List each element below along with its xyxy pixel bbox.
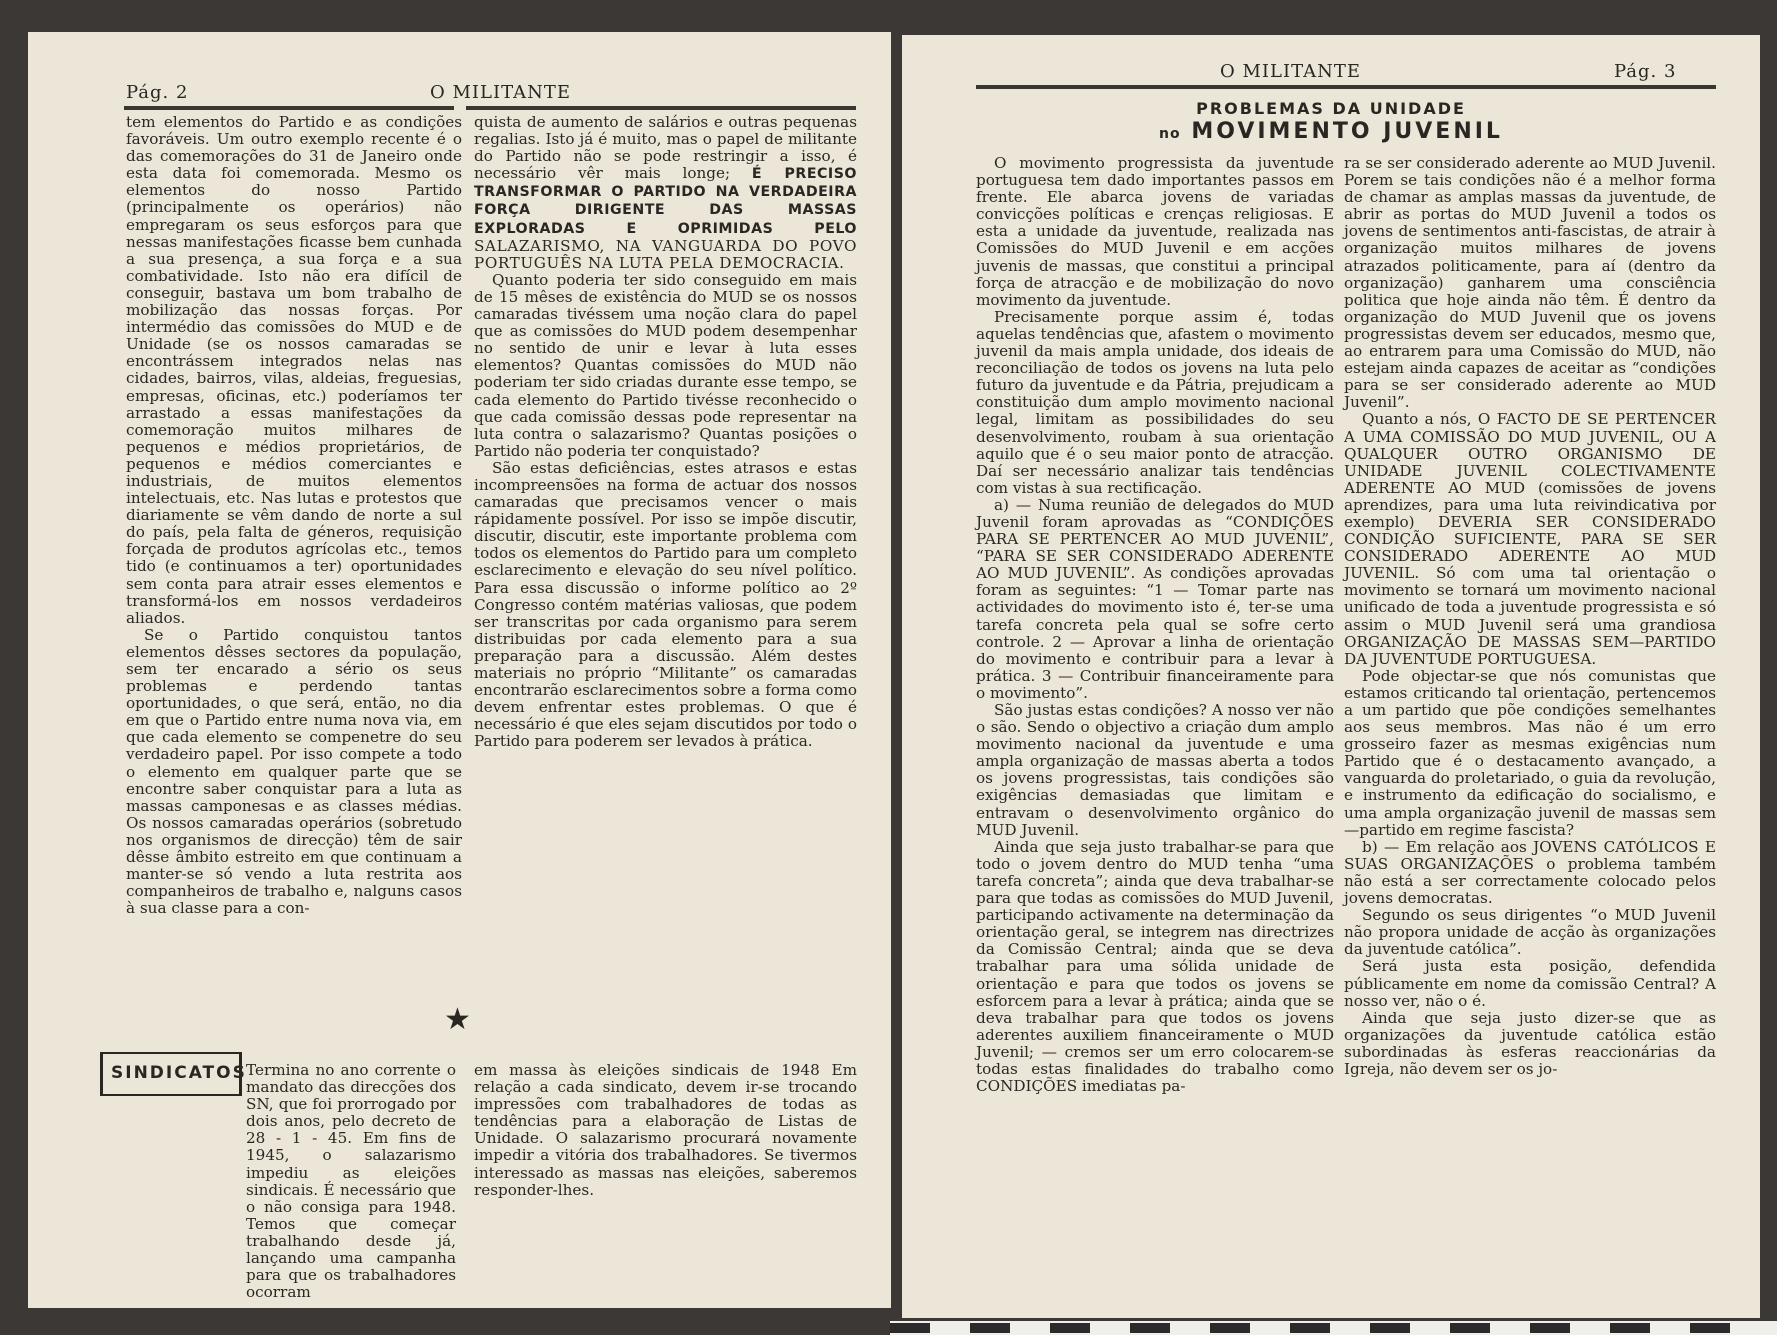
paragraph: São justas estas condições? A nosso ver não o são. Sendo o objectivo a criação dum amplo movimento nacional da juventude e uma ampla organização de massas aberta a todos os jovens progressistas, tais condições são exigências demasiadas que limitam e entravam o desenvolvimento orgânico do MUD Juvenil.	[976, 701, 1334, 839]
paragraph: em massa às eleições sindicais de 1948 Em relação a cada sindicato, devem ir-se trocando impressões com trabalhadores de todas as tendências para a elaboração de Listas de Unidade. O salazarismo procurará novamente impedir a vitória dos trabalhadores. Se tivermos interessado as massas nas eleições, saberemos responder-lhes.	[474, 1061, 857, 1199]
ruler-segment	[1530, 1323, 1570, 1333]
ruler-segment	[1690, 1323, 1730, 1333]
headline-movimento	[902, 119, 1760, 144]
right-column-2	[1344, 155, 1716, 1078]
paragraph: a) — Numa reunião de delegados do MUD Juvenil foram aprovadas as “CONDIÇÕES PARA SE PERTENCER AO MUD JUVENIL”, “PARA SE SER CONSIDERADO ADERENTE AO MUD JUVENIL”. As condições aprovadas foram as seguintes: “1 — Tomar parte nas actividades do movimento isto é, ter-se uma tarefa concreta pela qual se sofre certo controle. 2 — Aprovar a linha de orientação do movimento e contribuir para a levar à prática. 3 — Contribuir financeiramente para o movimento”.	[976, 495, 1334, 702]
ruler-segment	[1210, 1323, 1250, 1333]
paragraph: O movimento progressista da juventude portuguesa tem dado importantes passos em frente. Ele abarca jovens de variadas convicções políticas e crenças religiosas. E esta a unidade da juventude, realizada nas Comissões do MUD Juvenil e em acções juvenis de massas, que constitui a principal força de atracção e de mobilização do novo movimento da juventude.	[976, 154, 1334, 309]
headline-no: no	[1159, 126, 1181, 142]
page-number-right: Pág. 3	[1614, 61, 1677, 82]
emphasis-caps: SALAZARISMO, NA VANGUARDA DO POVO PORTUGUÊS NA LUTA PELA DEMOCRACIA.	[474, 236, 857, 272]
ruler-segment	[1370, 1323, 1410, 1333]
header-rule-left-1	[124, 106, 454, 110]
ruler-segment	[1050, 1323, 1090, 1333]
star-icon: ★	[444, 1002, 471, 1037]
paragraph: Segundo os seus dirigentes “o MUD Juvenil não propora unidade de acção às organizações da juventude católica”.	[1344, 906, 1716, 959]
paragraph: ra se ser considerado aderente ao MUD Juvenil. Porem se tais condições não é a melhor forma de chamar as amplas massas da juventude, de abrir as portas do MUD Juvenil a todos os jovens de sentimentos anti-fascistas, de atrair à organização muitos milhares de jovens atrazados politicamente, para aí (dentro da organização) ganharem uma consciência politica que hoje ainda não têm. É dentro da organização do MUD Juvenil que os jovens progressistas devem ser educados, mesmo que, ao entrarem para uma Comissão do MUD, não estejam ainda capazes de aceitar as “condições para se ser considerado aderente ao MUD Juvenil”.	[1344, 154, 1716, 412]
ruler-segment	[1130, 1323, 1170, 1333]
text-run: quista de aumento de salários e outras pequenas regalias. Isto já é muito, mas o papel de militante do Partido não se pode restringir a isso, é necessário vêr mais longe;	[474, 113, 857, 183]
paragraph: Precisamente porque assim é, todas aquelas tendências que, afastem o movimento juvenil da mais ampla unidade, dos ideais de reconciliação de todos os jovens na luta pelo futuro da juventude e da Pátria, prejudicam a constituição dum amplo movimento nacional legal, limitam as possibilidades do seu desenvolvimento, roubam à sua orientação aquilo que é o seu maior ponto de atracção. Daí ser necessário analizar tais tendências com vistas à sua rectificação.	[976, 307, 1334, 497]
paragraph: Termina no ano corrente o mandato das direcções dos SN, que foi prorrogado por dois anos, pelo decreto de 28 - 1 - 45. Em fins de 1945, o salazarismo impediu as eleições sindicais. É necessário que o não consiga para 1948. Temos que começar trabalhando desde já, lançando uma campanha para que os trabalhadores ocorram	[246, 1061, 456, 1302]
paragraph: Quanto a nós, O FACTO DE SE PERTENCER A UMA COMISSÃO DO MUD JUVENIL, OU A QUALQUER OUTRO ORGANISMO DE UNIDADE JUVENIL COLECTIVAMENTE ADERENTE AO MUD (comissões de jovens aprendizes, para uma luta reivindicativa por exemplo) DEVERIA SER CONSIDERADO CONDIÇÃO SUFICIENTE, PARA SE SER CONSIDERADO ADERENTE AO MUD JUVENIL. Só com uma tal orientação o movimento se tornará um movimento nacional unificado de toda a juventude progressista e só assim o MUD Juvenil será uma grandiosa ORGANIZAÇÃO DE MASSAS SEM—PARTIDO DA JUVENTUDE PORTUGUESA.	[1344, 410, 1716, 668]
sindicatos-heading-box	[100, 1052, 247, 1096]
sindicatos-column-2	[474, 1062, 857, 1199]
paragraph: Pode objectar-se que nós comunistas que estamos criticando tal orientação, pertencemos a um partido que põe condições semelhantes aos seus membros. Mas não é um erro grosseiro fazer as mesmas exigências num Partido que é o destacamento avançado, a vanguarda do proletariado, o guia da revolução, e instrumento da edificação do socialismo, e uma ampla organização juvenil de massas sem—partido em regime fascista?	[1344, 666, 1716, 839]
ruler-segment	[1290, 1323, 1330, 1333]
ruler-segment	[970, 1323, 1010, 1333]
paragraph: Será justa esta posição, defendida públicamente em nome da comissão Central? A nosso ver, não o é.	[1344, 957, 1716, 1010]
sindicatos-heading: SINDICATOS	[111, 1063, 247, 1083]
paragraph: tem elementos do Partido e as condições favoráveis. Um outro exemplo recente é o das comemorações do 31 de Janeiro onde esta data foi comemorada. Mesmo os elementos do nosso Partido (principalmente os operários) não empregaram os seus esforços para que nessas manifestações ficasse bem cunhada a sua presença, a sua força e a sua combatividade. Isto não era difícil de conseguir, bastava um bom trabalho de mobilização das nossas forças. Por intermédio das comissões do MUD e de Unidade (se os nossos camaradas se encontrássem integrados nelas nas cidades, bairros, vilas, aldeias, freguesias, empresas, oficinas, etc.) poderíamos ter arrastado a essas manifestações da comemoração muitos milhares de pequenos e médios proprietários, de pequenos e médios comerciantes e industriais, de muitos elementos intelectuais, etc. Nas lutas e protestos que diariamente se vêm dando de norte a sul do país, pela falta de géneros, requisição forçada de produtos agrícolas etc., temos tido (e continuamos a ter) oportunidades sem conta para atrair esses elementos e transformá-los em nossos verdadeiros aliados.	[126, 113, 462, 627]
left-column-2	[474, 114, 857, 750]
paragraph	[474, 114, 857, 272]
right-column-1	[976, 155, 1334, 1095]
paragraph: b) — Em relação aos JOVENS CATÓLICOS E SUAS ORGANIZAÇÕES o problema também não está a ser correctamente colocado pelos jovens democratas.	[1344, 837, 1716, 908]
left-page	[28, 32, 891, 1308]
paragraph: Ainda que seja justo trabalhar-se para que todo o jovem dentro do MUD tenha “uma tarefa concreta”; ainda que deva trabalhar-se para que todas as comissões do MUD Juvenil, participando activamente na determinação da orientação geral, se integrem nas directrizes da Comissão Central; ainda que se deva trabalhar para uma sólida unidade de orientação e para que todos os jovens se esforcem para a levar à prática; ainda que se deva trabalhar para que todos os jovens aderentes auxiliem financeiramente o MUD Juvenil; — cremos ser um erro colocarem-se todas estas finalidades do trabalho como CONDIÇÕES imediatas pa-	[976, 837, 1334, 1096]
emphasis-bold: É PRECISO TRANSFORMAR O PARTIDO NA VERDADEIRA FORÇA DIRIGENTE DAS MASSAS EXPLORADAS E OPRIMIDAS PELO	[474, 166, 857, 237]
newspaper-name-left: O MILITANTE	[430, 82, 571, 103]
paragraph: Quanto poderia ter sido conseguido em mais de 15 mêses de existência do MUD se os nossos camaradas tivéssem uma noção clara do papel que as comissões do MUD podem desempenhar no sentido de unir e levar à luta esses elementos? Quantas comissões do MUD não poderiam ter sido criadas durante esse tempo, se cada elemento do Partido tivésse reconhecido o que cada comissão dessas pode representar na luta contra o salazarismo? Quantas posições o Partido não poderia ter conquistado?	[474, 270, 857, 460]
headline-problemas: PROBLEMAS DA UNIDADE	[1196, 99, 1466, 118]
ruler-segment	[890, 1323, 930, 1333]
ruler-segment	[1610, 1323, 1650, 1333]
scale-ruler	[890, 1321, 1777, 1335]
newspaper-name-right: O MILITANTE	[1220, 61, 1361, 82]
left-column-1	[126, 114, 462, 917]
paragraph: Se o Partido conquistou tantos elementos dêsses sectores da população, sem ter encarado a sério os seus problemas e perdendo tantas oportunidades, o que será, então, no dia em que o Partido entre numa nova via, em que cada elemento se compenetre do seu verdadeiro papel. Por isso compete a todo o elemento em qualquer parte que se encontre saber conquistar para a luta as massas camponesas e as classes médias. Os nossos camaradas operários (sobretudo nos organismos de direcção) têm de sair dêsse âmbito estreito em que continuam a manter-se só vendo a luta restrita aos companheiros de trabalho e, nalguns casos à sua classe para a con-	[126, 625, 462, 918]
paragraph: São estas deficiências, estes atrasos e estas incompreensões na forma de actuar dos nossos camaradas que precisamos vencer o mais rápidamente possível. Por isso se impõe discutir, discutir, discutir, este importante problema com todos os elementos do Partido para um completo esclarecimento e elevação do seu nível político. Para essa discussão o informe político ao 2º Congresso contém matérias valiosas, que podem ser transcritas por cada organismo para serem distribuidas por cada elemento para a sua preparação para a discussão. Além destes materiais no próprio “Militante” os camaradas encontrarão esclarecimentos sobre a forma como devem enfrentar estes problemas. O que é necessário é que eles sejam discutidos por todo o Partido para poderem ser levados à prática.	[474, 458, 857, 751]
headline-movimento-text: MOVIMENTO JUVENIL	[1191, 119, 1503, 144]
right-page	[902, 35, 1760, 1318]
header-rule-right	[976, 85, 1716, 89]
ruler-segment	[1450, 1323, 1490, 1333]
page-number-left: Pág. 2	[126, 82, 189, 103]
header-rule-left-2	[466, 106, 856, 110]
sindicatos-column-1a	[246, 1062, 456, 1301]
paragraph: Ainda que seja justo dizer-se que as organizações da juventude católica estão subordinadas às esferas reaccionárias da Igreja, não devem ser os jo-	[1344, 1008, 1716, 1078]
